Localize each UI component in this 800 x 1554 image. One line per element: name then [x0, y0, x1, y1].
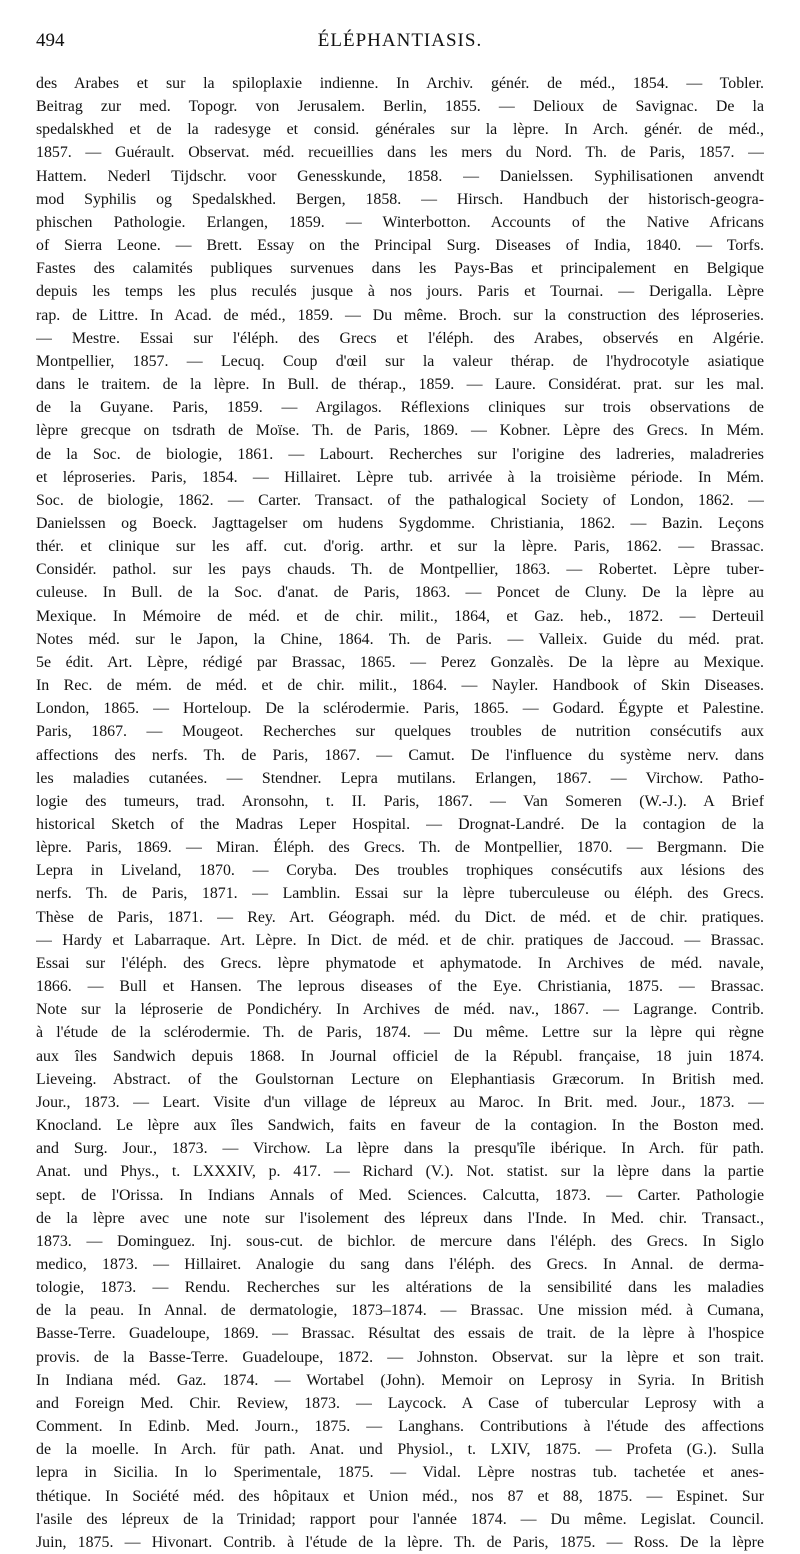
- text-line: de la Soc. de biologie, 1861. — Labourt. Recherches sur l'origine des ladreries, maladreries: [36, 445, 764, 463]
- text-line: affections des nerfs. Th. de Paris, 1867. — Camut. De l'influence du système nerv. dans: [36, 746, 764, 764]
- text-line: de la peau. In Annal. de dermatologie, 1873–1874. — Brassac. Une mission méd. à Cumana,: [36, 1302, 764, 1320]
- text-line: 1866. — Bull et Hansen. The leprous diseases of the Eye. Christiania, 1875. — Brassac.: [36, 978, 764, 996]
- text-line: Paris, 1867. — Mougeot. Recherches sur quelques troubles de nutrition consécutifs aux: [36, 723, 764, 741]
- text-line: thétique. In Société méd. des hôpitaux et Union méd., nos 87 et 88, 1875. — Espinet. Sur: [36, 1487, 764, 1505]
- text-line: les maladies cutanées. — Stendner. Lepra mutilans. Erlangen, 1867. — Virchow. Patho-: [36, 769, 764, 787]
- text-line: lèpre. Paris, 1869. — Miran. Éléph. des Grecs. Th. de Montpellier, 1870. — Bergmann. Die: [36, 839, 764, 857]
- text-line: Hattem. Nederl Tijdschr. voor Genesskunde, 1858. — Danielssen. Syphilisationen anvendt: [36, 167, 764, 185]
- text-line: Notes méd. sur le Japon, la Chine, 1864. Th. de Paris. — Valleix. Guide du méd. prat.: [36, 630, 764, 648]
- text-line: Soc. de biologie, 1862. — Carter. Transact. of the pathalogical Society of London, 1862. —: [36, 491, 764, 509]
- text-line: 1857. — Guérault. Observat. méd. recueillies dans les mers du Nord. Th. de Paris, 1857. —: [36, 144, 764, 162]
- text-line: de la moelle. In Arch. für path. Anat. und Physiol., t. LXIV, 1875. — Profeta (G.). Sulla: [36, 1441, 764, 1459]
- text-line: of Sierra Leone. — Brett. Essay on the Principal Surg. Diseases of India, 1840. — Torfs.: [36, 237, 764, 255]
- bibliography-text: [36, 72, 764, 1554]
- text-line: Anat. und Phys., t. LXXXIV, p. 417. — Richard (V.). Not. statist. sur la lèpre dans la partie: [36, 1163, 764, 1181]
- text-line: aux îles Sandwich depuis 1868. In Journal officiel de la Républ. française, 18 juin 1874.: [36, 1047, 764, 1065]
- text-line: provis. de la Basse-Terre. Guadeloupe, 1872. — Johnston. Observat. sur la lèpre et son trait.: [36, 1348, 764, 1366]
- page-number: 494: [36, 30, 65, 51]
- text-line: — Mestre. Essai sur l'éléph. des Grecs et l'éléph. des Arabes, observés en Algérie.: [36, 329, 764, 347]
- text-line: thér. et clinique sur les aff. cut. d'orig. arthr. et sur la lèpre. Paris, 1862. — Brassac.: [36, 538, 764, 556]
- text-line: London, 1865. — Horteloup. De la sclérodermie. Paris, 1865. — Godard. Égypte et Palestine.: [36, 700, 764, 718]
- text-line: l'asile des lépreux de la Trinidad; rapport pour l'année 1874. — Du même. Legislat. Council.: [36, 1510, 764, 1528]
- text-line: Danielssen og Boeck. Jagttagelser om hudens Sygdomme. Christiania, 1862. — Bazin. Leçons: [36, 514, 764, 532]
- text-line: Essai sur l'éléph. des Grecs. lèpre phymatode et aphymatode. In Archives de méd. navale,: [36, 954, 764, 972]
- text-line: tologie, 1873. — Rendu. Recherches sur les altérations de la sensibilité dans les maladies: [36, 1279, 764, 1297]
- text-line: depuis les temps les plus reculés jusque à nos jours. Paris et Tournai. — Derigalla. Lèpre: [36, 283, 764, 301]
- text-line: Fastes des calamités publiques survenues dans les Pays-Bas et principalement en Belgique: [36, 260, 764, 278]
- text-line: Lieveing. Abstract. of the Goulstornan Lecture on Elephantiasis Græcorum. In British med.: [36, 1070, 764, 1088]
- text-line: à l'étude de la sclérodermie. Th. de Paris, 1874. — Du même. Lettre sur la lèpre qui règne: [36, 1024, 764, 1042]
- text-line: Lepra in Liveland, 1870. — Coryba. Des troubles trophiques consécutifs aux lésions des: [36, 862, 764, 880]
- text-line: nerfs. Th. de Paris, 1871. — Lamblin. Essai sur la lèpre tuberculeuse ou éléph. des Grecs.: [36, 885, 764, 903]
- text-line: mod Syphilis og Spedalskhed. Bergen, 1858. — Hirsch. Handbuch der historisch-geogra-: [36, 190, 764, 208]
- text-line: Juin, 1875. — Hivonart. Contrib. à l'étude de la lèpre. Th. de Paris, 1875. — Ross. De la lèpre: [36, 1533, 764, 1551]
- text-line: lepra in Sicilia. In lo Sperimentale, 1875. — Vidal. Lèpre nostras tub. tachetée et anes-: [36, 1464, 764, 1482]
- text-line: Jour., 1873. — Leart. Visite d'un village de lépreux au Maroc. In Brit. med. Jour., 1873. —: [36, 1093, 764, 1111]
- text-line: rap. de Littre. In Acad. de méd., 1859. — Du même. Broch. sur la construction des léproseries.: [36, 306, 764, 324]
- text-line: — Hardy et Labarraque. Art. Lèpre. In Dict. de méd. et de chir. pratiques de Jaccoud. — Brassac.: [36, 931, 764, 949]
- text-line: dans le traitem. de la lèpre. In Bull. de thérap., 1859. — Laure. Considérat. prat. sur les mal.: [36, 376, 764, 394]
- text-line: logie des tumeurs, trad. Aronsohn, t. II. Paris, 1867. — Van Someren (W.-J.). A Brief: [36, 792, 764, 810]
- text-line: 1873. — Dominguez. Inj. sous-cut. de bichlor. de mercure dans l'éléph. des Grecs. In Siglo: [36, 1232, 764, 1250]
- text-line: sept. de l'Orissa. In Indians Annals of Med. Sciences. Calcutta, 1873. — Carter. Pathologie: [36, 1186, 764, 1204]
- text-line: Mexique. In Mémoire de méd. et de chir. milit., 1864, et Gaz. heb., 1872. — Derteuil: [36, 607, 764, 625]
- text-line: In Indiana méd. Gaz. 1874. — Wortabel (John). Memoir on Leprosy in Syria. In British: [36, 1371, 764, 1389]
- text-line: and Surg. Jour., 1873. — Virchow. La lèpre dans la presqu'île ibérique. In Arch. für path.: [36, 1140, 764, 1158]
- text-line: de la Guyane. Paris, 1859. — Argilagos. Réflexions cliniques sur trois observations de: [36, 399, 764, 417]
- page-header: [36, 30, 764, 60]
- text-line: Montpellier, 1857. — Lecuq. Coup d'œil sur la valeur thérap. de l'hydrocotyle asiatique: [36, 352, 764, 370]
- text-line: and Foreign Med. Chir. Review, 1873. — Laycock. A Case of tubercular Leprosy with a: [36, 1394, 764, 1412]
- text-line: 5e édit. Art. Lèpre, rédigé par Brassac, 1865. — Perez Gonzalès. De la lèpre au Mexique.: [36, 653, 764, 671]
- text-line: Considér. pathol. sur les pays chauds. Th. de Montpellier, 1863. — Robertet. Lèpre tuber-: [36, 561, 764, 579]
- text-line: Comment. In Edinb. Med. Journ., 1875. — Langhans. Contributions à l'étude des affections: [36, 1418, 764, 1436]
- text-line: Basse-Terre. Guadeloupe, 1869. — Brassac. Résultat des essais de trait. de la lèpre à l'hospice: [36, 1325, 764, 1343]
- text-line: historical Sketch of the Madras Leper Hospital. — Drognat-Landré. De la contagion de la: [36, 816, 764, 833]
- text-line: medico, 1873. — Hillairet. Analogie du sang dans l'éléph. des Grecs. In Annal. de derma-: [36, 1255, 764, 1273]
- text-line: des Arabes et sur la spiloplaxie indienne. In Archiv. génér. de méd., 1854. — Tobler.: [36, 75, 764, 92]
- text-line: culeuse. In Bull. de la Soc. d'anat. de Paris, 1863. — Poncet de Cluny. De la lèpre au: [36, 584, 764, 602]
- text-line: In Rec. de mém. de méd. et de chir. milit., 1864. — Nayler. Handbook of Skin Diseases.: [36, 677, 764, 695]
- text-line: Note sur la léproserie de Pondichéry. In Archives de méd. nav., 1867. — Lagrange. Contrib.: [36, 1001, 764, 1019]
- text-line: phischen Pathologie. Erlangen, 1859. — Winterbotton. Accounts of the Native Africans: [36, 213, 764, 231]
- text-line: Knocland. Le lèpre aux îles Sandwich, faits en faveur de la contagion. In the Boston med.: [36, 1117, 764, 1135]
- text-line: de la lèpre avec une note sur l'isolement des lépreux dans l'Inde. In Med. chir. Transact.,: [36, 1209, 764, 1227]
- text-line: spedalskhed et de la radesyge et consid. générales sur la lèpre. In Arch. génér. de méd.,: [36, 121, 764, 139]
- text-line: Thèse de Paris, 1871. — Rey. Art. Géograph. méd. du Dict. de méd. et de chir. pratiques.: [36, 908, 764, 926]
- text-line: Beitrag zur med. Topogr. von Jerusalem. Berlin, 1855. — Delioux de Savignac. De la: [36, 98, 764, 116]
- text-line: et léproseries. Paris, 1854. — Hillairet. Lèpre tub. arrivée à la troisième période. In Mém.: [36, 468, 764, 486]
- running-title: ÉLÉPHANTIASIS.: [317, 30, 483, 51]
- book-page: [36, 30, 764, 1554]
- text-line: lèpre grecque on tsdrath de Moïse. Th. de Paris, 1869. — Kobner. Lèpre des Grecs. In Mém.: [36, 422, 764, 440]
